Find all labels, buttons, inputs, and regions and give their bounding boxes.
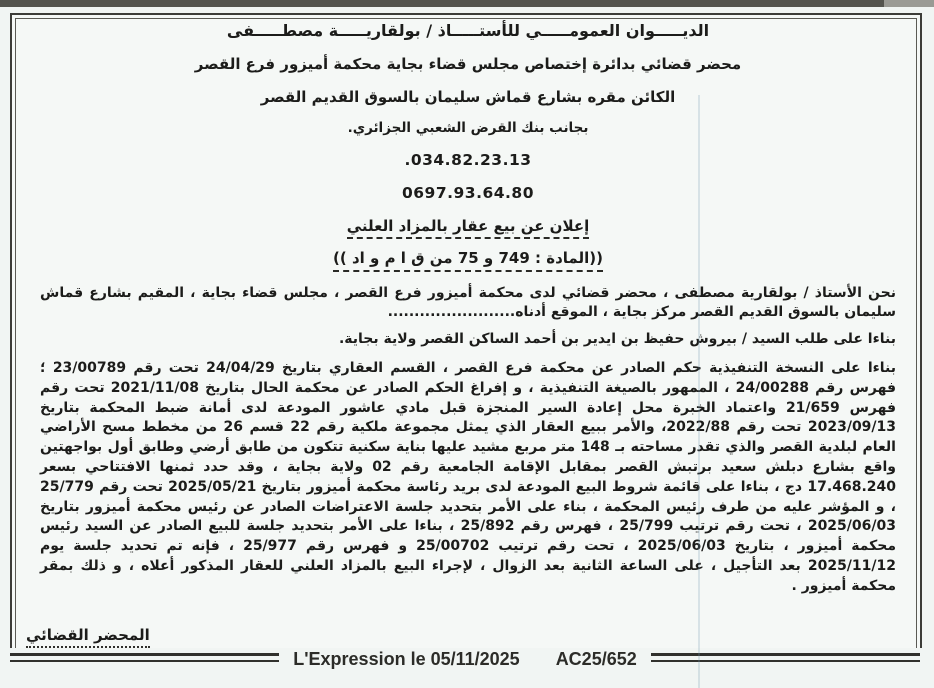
article-reference-text: ((المادة : 749 و 75 من ق ا م و اد ))	[333, 250, 603, 271]
office-header-line1: الديـــــوان العمومـــــي للأستـــــاذ / بولقاريـــــة مصطـــــفى	[226, 21, 710, 40]
phone-number-1: .034.82.23.13	[404, 151, 532, 170]
office-header-line4: بجانب بنك القرض الشعبي الجزائري.	[347, 119, 589, 136]
scan-top-edge	[0, 0, 934, 7]
footer-text	[279, 649, 651, 670]
signature-label: المحضر القضائي	[26, 626, 150, 648]
auction-title-text: إعلان عن بيع عقار بالمزاد العلني	[347, 218, 590, 239]
paragraph-bailiff-intro: نحن الأستاذ / بولقارية مصطفى ، محضر قضائي لدى محكمة أميزور فرع القصر ، مجلس قضاء بجاية ، المقيم بشارع قماش سليمان بالسوق القديم القصر مركز بجاية ، الموقع أدناه........................	[40, 284, 896, 321]
announcement-ref: AC25/652	[555, 649, 637, 669]
newspaper-date: L'Expression le 05/11/2025	[293, 649, 520, 669]
auction-title	[40, 218, 896, 239]
scan-fold-line	[698, 95, 700, 688]
footer-rule-left	[10, 653, 279, 662]
footer-rule-right	[651, 653, 920, 662]
paragraph-judgment-details: بناءا على النسخة التنفيذية حكم الصادر عن محكمة فرع القصر ، القسم العقاري بتاريخ 24/04/29 تحت رقم 23/00789 ؛ فهرس رقم 24/00288 ، الممهور بالصيغة التنفيذية ، و إفراغ الحكم الصادر عن محكمة الحال بتاريخ 2021/11/08 تحت رقم فهرس 21/659 واعتماد الخبرة محل إعادة السير المنجزة قبل مادي عاشور المودعة لدى أمانة ضبط المحكمة بتاريخ 2023/09/13 تحت رقم 2022/88، والأمر ببيع العقار الذي يمثل مجموعة ملكية رقم 22 قسم 26 من مخطط مسح الأراضي العام لبلدية القصر والذي تقدر مساحته بـ 148 متر مربع مشيد عليها بناية سكنية تتكون من طابق أرضي وطابق أول بواجهتين واقع بشارع دبلش سعيد برتبش القصر بمقابل الإقامة الجامعية رقم 02 ولاية بجاية ، وقد حدد ثمنها الافتتاحي بسعر 17.468.240 دج ، بناءا على قائمة شروط البيع المودعة لدى بريد رئاسة محكمة أميزور بتاريخ 2025/05/21 تحت رقم 25/779 ، و المؤشر عليه من طرف رئيس المحكمة ، بناء على الأمر بتحديد جلسة الاعتراضات الصادر عن رئيس محكمة أميزور بتاريخ 2025/06/03 ، تحت رقم ترتيب 25/799 ، فهرس رقم 25/892 ، بناءا على الأمر بتحديد جلسة للبيع الصادر عن السيد رئيس محكمة أميزور ، بتاريخ 2025/06/03 ، تحت رقم ترتيب 25/00702 و فهرس رقم 25/977 ، فإنه تم تحديد جلسة يوم 2025/11/12 بعد التأجيل ، على الساعة الثانية بعد الزوال ، لإجراء البيع بالمزاد العلني للعقار المذكور أعلاه ، و ذلك بمقر محكمة أميزور .	[40, 359, 897, 594]
paragraph-request: بناءا على طلب السيد / بيروش حفيظ بن ايدير بن أحمد الساكن القصر ولاية بجاية.	[338, 331, 896, 348]
article-reference	[40, 250, 896, 271]
office-header-line3: الكائن مقره بشارع قماش سليمان بالسوق القديم القصر	[260, 87, 676, 106]
phone-number-2: 0697.93.64.80	[401, 184, 534, 203]
document-content	[40, 22, 896, 603]
office-header-line2: محضر قضائي بدائرة إختصاص مجلس قضاء بجاية محكمة أميزور فرع القصر	[194, 55, 742, 74]
footer-band	[10, 648, 920, 676]
